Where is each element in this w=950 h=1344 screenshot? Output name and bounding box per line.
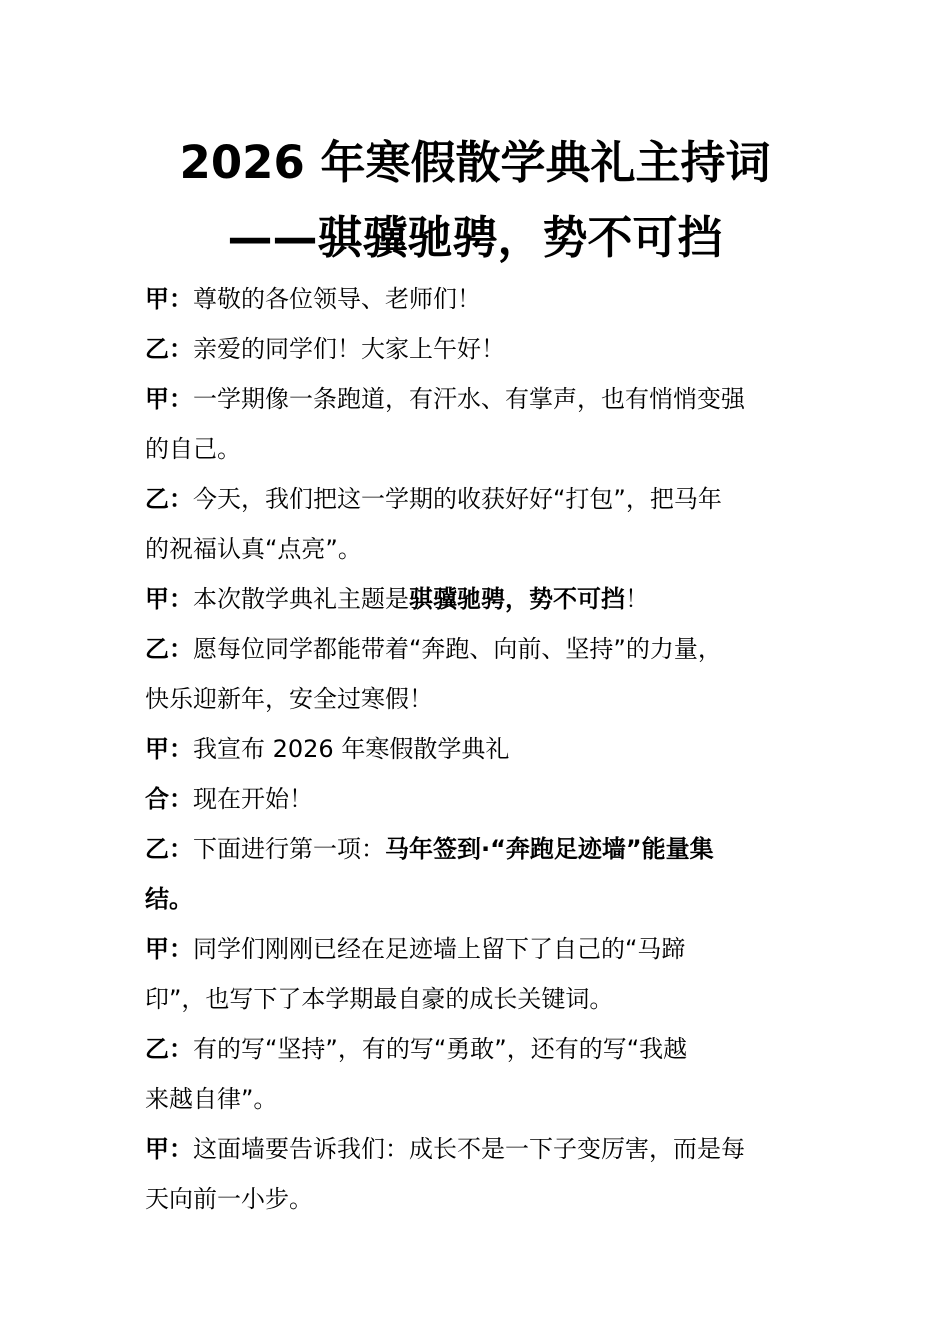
speaker-label: 甲： bbox=[145, 585, 193, 613]
speaker-label: 甲： bbox=[145, 935, 193, 963]
speech-text: 愿每位同学都能带着“奔跑、向前、坚持”的力量， bbox=[193, 635, 722, 663]
speech-line bbox=[145, 434, 795, 464]
speech-text: 下面进行第一项： bbox=[193, 835, 385, 863]
speech-line bbox=[145, 584, 795, 614]
speech-line bbox=[145, 834, 795, 864]
speech-text: 印”，也写下了本学期最自豪的成长关键词。 bbox=[145, 985, 614, 1013]
speaker-label: 乙： bbox=[145, 835, 193, 863]
document-title-line-2: ——骐骥驰骋，势不可挡 bbox=[227, 211, 723, 264]
speech-text: 快乐迎新年，安全过寒假！ bbox=[145, 685, 433, 713]
speech-line bbox=[145, 284, 795, 314]
speech-text: 现在开始！ bbox=[193, 785, 313, 813]
speech-line bbox=[145, 884, 795, 914]
speech-text: 同学们刚刚已经在足迹墙上留下了自己的“马蹄 bbox=[193, 935, 686, 963]
speech-line bbox=[145, 384, 795, 414]
speech-line bbox=[145, 984, 795, 1014]
speech-line bbox=[145, 784, 795, 814]
speech-text: 的自己。 bbox=[145, 435, 241, 463]
speaker-label: 乙： bbox=[145, 335, 193, 363]
speech-text: ！ bbox=[625, 585, 649, 613]
speech-line bbox=[145, 534, 795, 564]
speech-line bbox=[145, 1084, 795, 1114]
speaker-label: 甲： bbox=[145, 285, 193, 313]
speech-text-bold: 结。 bbox=[145, 885, 193, 913]
speaker-label: 甲： bbox=[145, 1135, 193, 1163]
speech-text: 今天，我们把这一学期的收获好好“打包”，把马年 bbox=[193, 485, 722, 513]
speaker-label: 乙： bbox=[145, 485, 193, 513]
speaker-label: 合： bbox=[145, 785, 193, 813]
speech-line bbox=[145, 1184, 795, 1214]
speech-line bbox=[145, 734, 795, 764]
speech-line bbox=[145, 1034, 795, 1064]
speech-text: 我宣布 2026 年寒假散学典礼 bbox=[193, 735, 510, 763]
speech-text: 天向前一小步。 bbox=[145, 1185, 313, 1213]
speech-text: 尊敬的各位领导、老师们！ bbox=[193, 285, 481, 313]
speech-text: 一学期像一条跑道，有汗水、有掌声，也有悄悄变强 bbox=[193, 385, 745, 413]
speech-text: 亲爱的同学们！大家上午好！ bbox=[193, 335, 505, 363]
speech-line bbox=[145, 934, 795, 964]
speech-text: 这面墙要告诉我们：成长不是一下子变厉害，而是每 bbox=[193, 1135, 745, 1163]
speech-line bbox=[145, 334, 795, 364]
speech-line bbox=[145, 634, 795, 664]
speech-text: 的祝福认真“点亮”。 bbox=[145, 535, 362, 563]
speech-text-bold: 骐骥驰骋，势不可挡 bbox=[409, 585, 625, 613]
speech-text: 来越自律”。 bbox=[145, 1085, 278, 1113]
speech-text-bold: 马年签到·“奔跑足迹墙”能量集 bbox=[385, 835, 714, 863]
speaker-label: 乙： bbox=[145, 635, 193, 663]
speech-line bbox=[145, 484, 795, 514]
speech-text: 有的写“坚持”，有的写“勇敢”，还有的写“我越 bbox=[193, 1035, 688, 1063]
speech-line bbox=[145, 1134, 795, 1164]
speaker-label: 甲： bbox=[145, 735, 193, 763]
speech-line bbox=[145, 684, 795, 714]
speaker-label: 甲： bbox=[145, 385, 193, 413]
speaker-label: 乙： bbox=[145, 1035, 193, 1063]
document-title-line-1: 2026 年寒假散学典礼主持词 bbox=[179, 136, 771, 189]
speech-text: 本次散学典礼主题是 bbox=[193, 585, 409, 613]
